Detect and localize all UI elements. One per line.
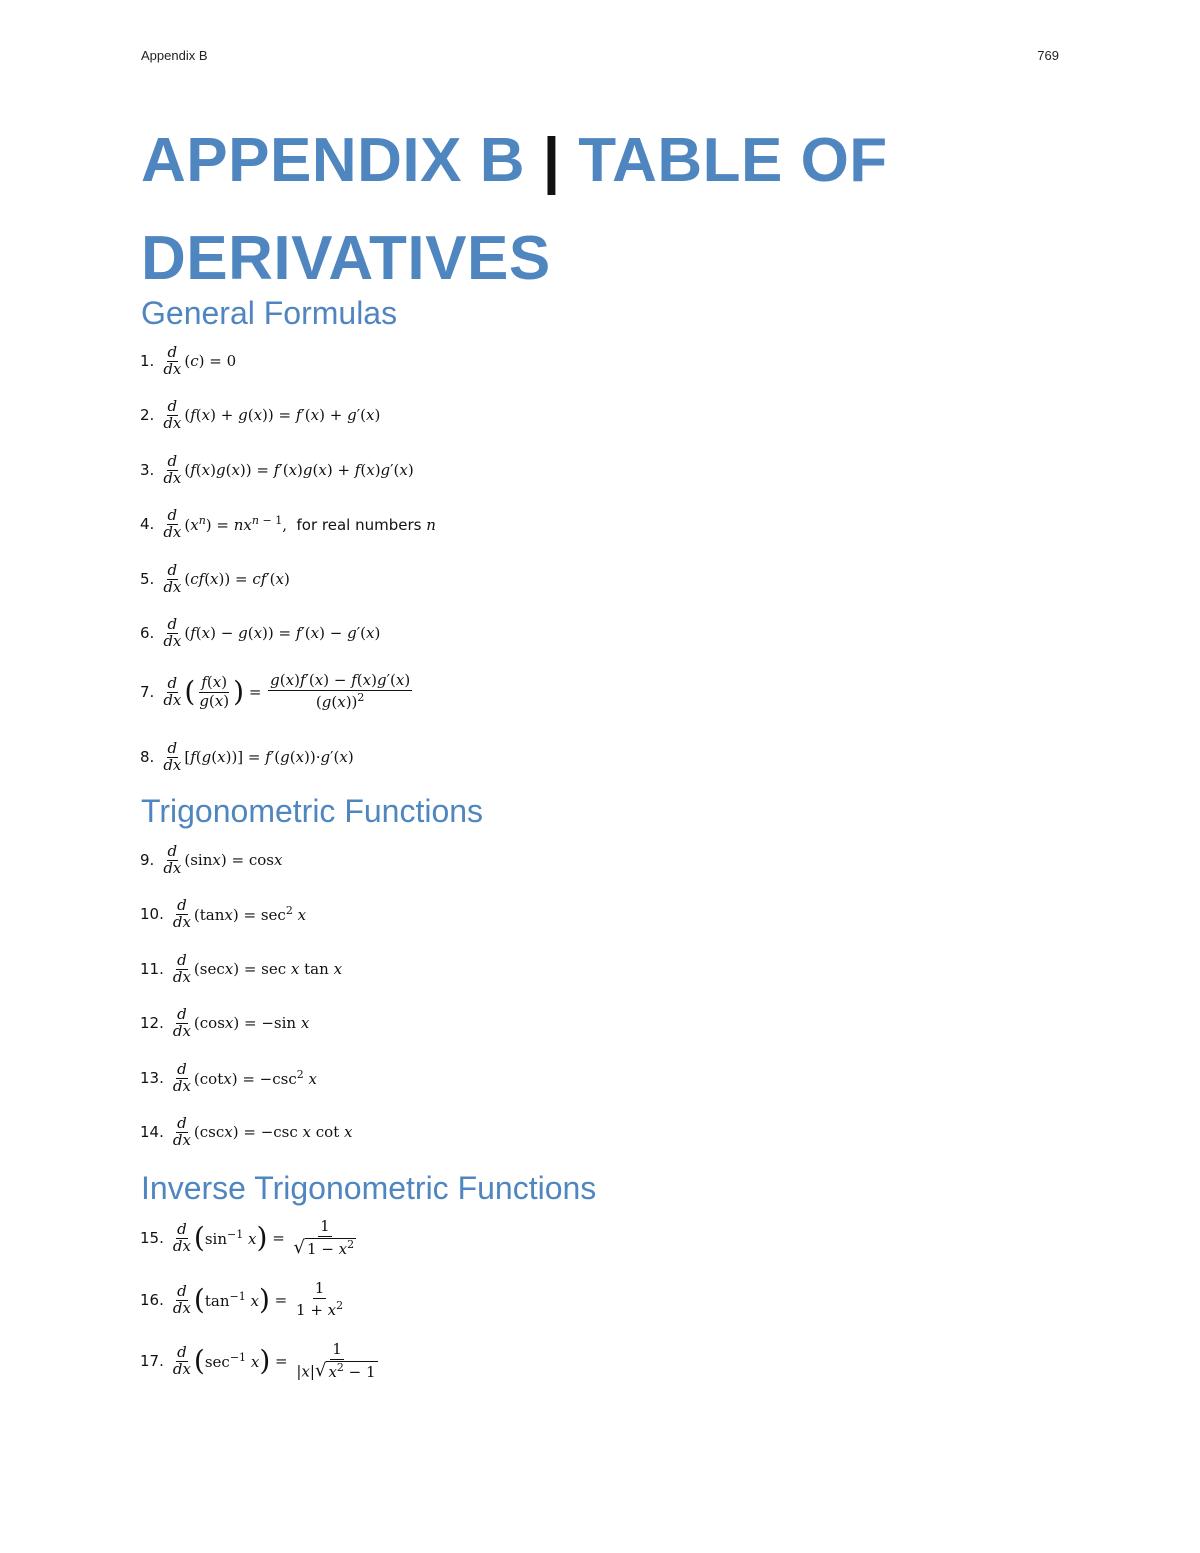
section-heading-trig: Trigonometric Functions: [141, 793, 484, 829]
derivative-operator: $\frac{d}{dx}$: [172, 1113, 191, 1149]
formula-5: 5. $\frac{d}{dx}$ (cf(x)) = cf′(x): [140, 560, 290, 596]
formula-number: 1.: [140, 352, 155, 370]
formula-number: 10.: [140, 905, 164, 923]
formula-2: 2. $\frac{d}{dx}$ (f(x) + g(x)) = f′(x) + g′(x): [140, 396, 381, 432]
formula-17: 17. $\frac{d}{dx}$ ( $\sec^{-1} x$ ) = 1 |x| √ $x^2 - 1$: [140, 1339, 376, 1382]
title-separator: |: [542, 126, 561, 195]
derivative-operator: $\frac{d}{dx}$: [163, 673, 182, 709]
derivative-operator: $\frac{d}{dx}$: [163, 614, 182, 650]
formula-number: 6.: [140, 624, 155, 642]
formula-number: 15.: [140, 1229, 164, 1247]
formula-number: 9.: [140, 851, 155, 869]
derivative-operator: $\frac{d}{dx}$: [172, 895, 191, 931]
formula-number: 14.: [140, 1123, 164, 1141]
formula-number: 2.: [140, 406, 155, 424]
title-part-2: TABLE OF DERIVATIVES: [141, 126, 888, 293]
derivative-operator: $\frac{d}{dx}$: [172, 1059, 191, 1095]
formula-note: for real numbers: [296, 516, 422, 534]
derivative-operator: $\frac{d}{dx}$: [172, 1342, 191, 1378]
running-head-left: Appendix B: [141, 48, 208, 63]
title-part-1: APPENDIX B: [141, 126, 525, 195]
formula-4: 4. $\frac{d}{dx}$ $(x^n) = nx^{n - 1}$, for real numbers n: [140, 505, 436, 541]
derivative-operator: $\frac{d}{dx}$: [172, 1281, 191, 1317]
formula-7: 7. $\frac{d}{dx}$ ( $\frac{f(x)}{g(x)}$ ) = $\frac{g(x)f'(x) - f(x)g'(x)}{(g(x))^2}$: [140, 671, 411, 711]
derivative-operator: $\frac{d}{dx}$: [163, 396, 182, 432]
derivative-operator: $\frac{d}{dx}$: [172, 1219, 191, 1255]
formula-number: 8.: [140, 748, 155, 766]
formula-14: 14. $\frac{d}{dx}$ (cscx) = −csc x cot x: [140, 1113, 353, 1149]
formula-number: 16.: [140, 1291, 164, 1309]
page-number: 769: [1037, 48, 1059, 63]
formula-10: 10. $\frac{d}{dx}$ $(\tan x) = \sec^2 x$: [140, 895, 307, 931]
section-heading-inverse-trig: Inverse Trigonometric Functions: [141, 1170, 597, 1206]
formula-number: 11.: [140, 960, 164, 978]
derivative-operator: $\frac{d}{dx}$: [172, 1004, 191, 1040]
formula-number: 17.: [140, 1352, 164, 1370]
formula-8: 8. $\frac{d}{dx}$ [f(g(x))] = f′(g(x))·g′(x): [140, 738, 354, 774]
formula-1: 1. $\frac{d}{dx}$ (c) = 0: [140, 342, 237, 378]
formula-number: 13.: [140, 1069, 164, 1087]
section-heading-general: General Formulas: [141, 295, 398, 331]
derivative-operator: $\frac{d}{dx}$: [163, 505, 182, 541]
formula-number: 5.: [140, 570, 155, 588]
page-title: [141, 112, 1071, 308]
formula-15: 15. $\frac{d}{dx}$ ( $\sin^{-1} x$ ) = 1 √ $1 - x^2$: [140, 1216, 355, 1259]
formula-number: 12.: [140, 1014, 164, 1032]
formula-6: 6. $\frac{d}{dx}$ (f(x) − g(x)) = f′(x) − g′(x): [140, 614, 381, 650]
formula-3: 3. $\frac{d}{dx}$ (f(x)g(x)) = f′(x)g(x) + f(x)g′(x): [140, 451, 414, 487]
derivative-operator: $\frac{d}{dx}$: [172, 950, 191, 986]
formula-12: 12. $\frac{d}{dx}$ (cosx) = −sin x: [140, 1004, 310, 1040]
formula-11: 11. $\frac{d}{dx}$ (secx) = sec x tan x: [140, 950, 343, 986]
formula-number: 4.: [140, 515, 155, 533]
formula-number: 3.: [140, 461, 155, 479]
derivative-operator: $\frac{d}{dx}$: [163, 342, 182, 378]
formula-9: 9. $\frac{d}{dx}$ (sinx) = cosx: [140, 841, 283, 877]
formula-16: 16. $\frac{d}{dx}$ ( $\tan^{-1} x$ ) = $\frac{1}{1 + x^2}$: [140, 1279, 344, 1319]
formula-number: 7.: [140, 683, 155, 701]
formula-13: 13. $\frac{d}{dx}$ $(\cot x) = -\csc^2$ x: [140, 1059, 317, 1095]
derivative-operator: $\frac{d}{dx}$: [163, 560, 182, 596]
derivative-operator: $\frac{d}{dx}$: [163, 738, 182, 774]
derivative-operator: $\frac{d}{dx}$: [163, 841, 182, 877]
derivative-operator: $\frac{d}{dx}$: [163, 451, 182, 487]
